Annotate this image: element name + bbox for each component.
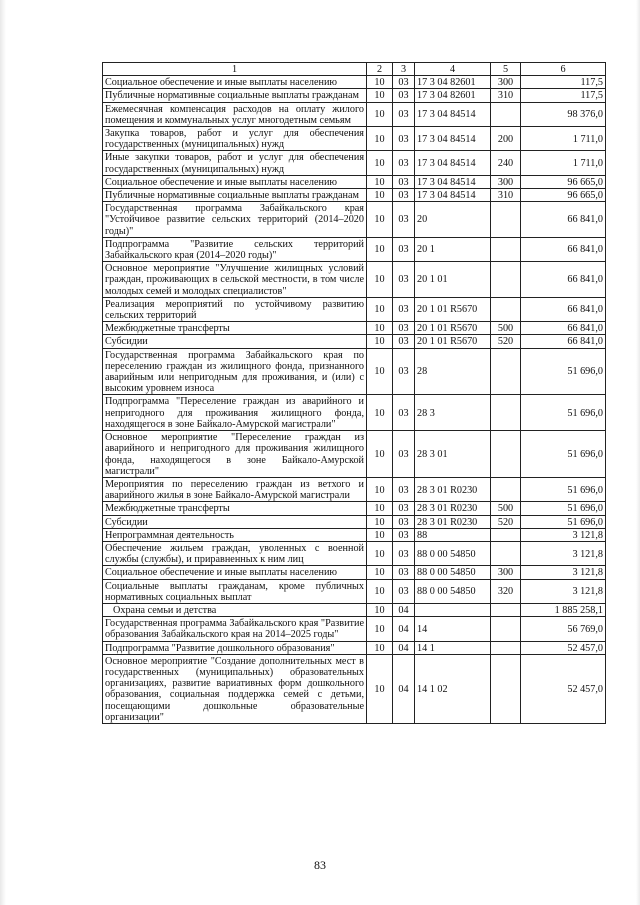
row-amount: 66 841,0: [521, 335, 606, 348]
table-row: [103, 151, 606, 175]
row-expense-type: 300: [491, 175, 521, 188]
row-expense-type: [491, 431, 521, 478]
row-section: 10: [367, 76, 393, 89]
column-header: 3: [393, 63, 415, 76]
row-subsection: 03: [393, 151, 415, 175]
row-expense-type: [491, 102, 521, 126]
row-subsection: 04: [393, 654, 415, 723]
row-section: 10: [367, 566, 393, 579]
row-name: Межбюджетные трансферты: [103, 502, 367, 515]
row-target-article: 28 3: [415, 395, 491, 431]
row-name: Подпрограмма "Развитие дошкольного образования": [103, 641, 367, 654]
table-row: [103, 202, 606, 238]
row-name: Межбюджетные трансферты: [103, 322, 367, 335]
row-expense-type: [491, 202, 521, 238]
row-expense-type: 500: [491, 502, 521, 515]
row-name: Подпрограмма "Переселение граждан из аварийного и непригодного для проживания жилищного фонда, находящегося в зоне Байкало-Амурской магистрали": [103, 395, 367, 431]
row-section: 10: [367, 477, 393, 501]
row-target-article: 28 3 01 R0230: [415, 502, 491, 515]
row-section: 10: [367, 654, 393, 723]
row-target-article: 88 0 00 54850: [415, 579, 491, 603]
table-row: [103, 528, 606, 541]
row-subsection: 03: [393, 431, 415, 478]
row-subsection: 04: [393, 641, 415, 654]
row-amount: 66 841,0: [521, 297, 606, 321]
row-subsection: 03: [393, 76, 415, 89]
row-subsection: 03: [393, 566, 415, 579]
row-name: Охрана семьи и детства: [103, 603, 367, 616]
row-amount: 52 457,0: [521, 654, 606, 723]
scan-shadow-left: [0, 0, 6, 905]
row-expense-type: [491, 477, 521, 501]
row-expense-type: [491, 641, 521, 654]
row-target-article: 20 1 01 R5670: [415, 322, 491, 335]
row-target-article: 14 1: [415, 641, 491, 654]
row-name: Социальные выплаты гражданам, кроме публичных нормативных социальных выплат: [103, 579, 367, 603]
row-expense-type: 310: [491, 189, 521, 202]
row-section: 10: [367, 175, 393, 188]
row-amount: 98 376,0: [521, 102, 606, 126]
row-section: 10: [367, 102, 393, 126]
table-header-row: [103, 63, 606, 76]
row-target-article: 17 3 04 82601: [415, 76, 491, 89]
row-subsection: 03: [393, 297, 415, 321]
table-row: [103, 541, 606, 565]
row-name: Реализация мероприятий по устойчивому развитию сельских территорий: [103, 297, 367, 321]
row-expense-type: [491, 348, 521, 395]
row-amount: 3 121,8: [521, 541, 606, 565]
row-subsection: 04: [393, 617, 415, 641]
row-expense-type: [491, 297, 521, 321]
row-section: 10: [367, 202, 393, 238]
row-section: 10: [367, 127, 393, 151]
table-row: [103, 175, 606, 188]
table-row: [103, 89, 606, 102]
table-row: [103, 603, 606, 616]
row-section: 10: [367, 322, 393, 335]
row-subsection: 03: [393, 175, 415, 188]
row-target-article: 17 3 04 84514: [415, 175, 491, 188]
row-subsection: 03: [393, 541, 415, 565]
row-name: Мероприятия по переселению граждан из ветхого и аварийного жилья в зоне Байкало-Амурской магистрали: [103, 477, 367, 501]
row-subsection: 03: [393, 502, 415, 515]
row-target-article: 28: [415, 348, 491, 395]
row-amount: 66 841,0: [521, 322, 606, 335]
row-target-article: 88 0 00 54850: [415, 541, 491, 565]
table-row: [103, 237, 606, 261]
row-expense-type: [491, 395, 521, 431]
row-expense-type: [491, 237, 521, 261]
column-header: 5: [491, 63, 521, 76]
table-row: [103, 641, 606, 654]
row-section: 10: [367, 641, 393, 654]
table-row: [103, 127, 606, 151]
row-section: 10: [367, 297, 393, 321]
row-section: 10: [367, 262, 393, 298]
row-name: Закупка товаров, работ и услуг для обеспечения государственных (муниципальных) нужд: [103, 127, 367, 151]
row-subsection: 03: [393, 202, 415, 238]
row-amount: 66 841,0: [521, 262, 606, 298]
row-name: Социальное обеспечение и иные выплаты населению: [103, 76, 367, 89]
row-expense-type: [491, 262, 521, 298]
row-name: Социальное обеспечение и иные выплаты населению: [103, 175, 367, 188]
row-amount: 56 769,0: [521, 617, 606, 641]
row-section: 10: [367, 502, 393, 515]
row-name: Ежемесячная компенсация расходов на оплату жилого помещения и коммунальных услуг многодетным семьям: [103, 102, 367, 126]
row-expense-type: [491, 617, 521, 641]
row-section: 10: [367, 603, 393, 616]
row-expense-type: 300: [491, 76, 521, 89]
row-section: 10: [367, 431, 393, 478]
row-amount: 66 841,0: [521, 237, 606, 261]
row-section: 10: [367, 189, 393, 202]
row-amount: 3 121,8: [521, 579, 606, 603]
table-row: [103, 348, 606, 395]
row-section: 10: [367, 237, 393, 261]
row-target-article: 88: [415, 528, 491, 541]
row-name: Государственная программа Забайкальского края по переселению граждан из жилищного фонда, признанного аварийным или непригодным для проживания, и (или) с высоким уровнем износа: [103, 348, 367, 395]
row-amount: 1 711,0: [521, 127, 606, 151]
row-amount: 66 841,0: [521, 202, 606, 238]
row-amount: 96 665,0: [521, 175, 606, 188]
row-target-article: 28 3 01 R0230: [415, 515, 491, 528]
row-amount: 51 696,0: [521, 395, 606, 431]
row-name: Социальное обеспечение и иные выплаты населению: [103, 566, 367, 579]
row-section: 10: [367, 579, 393, 603]
row-subsection: 03: [393, 127, 415, 151]
row-amount: 96 665,0: [521, 189, 606, 202]
row-subsection: 04: [393, 603, 415, 616]
row-name: Публичные нормативные социальные выплаты гражданам: [103, 189, 367, 202]
table-row: [103, 654, 606, 723]
table-row: [103, 515, 606, 528]
row-expense-type: 310: [491, 89, 521, 102]
row-amount: 51 696,0: [521, 515, 606, 528]
row-target-article: 14: [415, 617, 491, 641]
row-name: Основное мероприятие "Создание дополнительных мест в государственных (муниципальных) образовательных организациях, развитие вариативных форм дошкольного образования, социальная поддержка семей с детьми, посещающими дошкольные образовательные организации": [103, 654, 367, 723]
row-amount: 1 711,0: [521, 151, 606, 175]
row-subsection: 03: [393, 477, 415, 501]
row-expense-type: 520: [491, 515, 521, 528]
row-target-article: 17 3 04 82601: [415, 89, 491, 102]
table-row: [103, 502, 606, 515]
row-amount: 3 121,8: [521, 528, 606, 541]
table-row: [103, 477, 606, 501]
row-target-article: 20 1 01: [415, 262, 491, 298]
row-amount: 1 885 258,1: [521, 603, 606, 616]
row-expense-type: [491, 654, 521, 723]
row-target-article: 17 3 04 84514: [415, 127, 491, 151]
row-expense-type: 240: [491, 151, 521, 175]
row-name: Субсидии: [103, 515, 367, 528]
row-target-article: 28 3 01: [415, 431, 491, 478]
row-subsection: 03: [393, 189, 415, 202]
row-section: 10: [367, 515, 393, 528]
table-row: [103, 262, 606, 298]
row-amount: 117,5: [521, 89, 606, 102]
column-header: 1: [103, 63, 367, 76]
row-target-article: 20 1: [415, 237, 491, 261]
row-name: Государственная программа Забайкальского края "Устойчивое развитие сельских территорий (2014–2020 годы)": [103, 202, 367, 238]
row-subsection: 03: [393, 335, 415, 348]
page-number: 83: [314, 858, 326, 872]
row-subsection: 03: [393, 579, 415, 603]
table-row: [103, 322, 606, 335]
row-expense-type: 300: [491, 566, 521, 579]
row-amount: 51 696,0: [521, 502, 606, 515]
table-row: [103, 189, 606, 202]
table-row: [103, 297, 606, 321]
row-target-article: 20 1 01 R5670: [415, 297, 491, 321]
row-amount: 52 457,0: [521, 641, 606, 654]
row-section: 10: [367, 348, 393, 395]
row-subsection: 03: [393, 395, 415, 431]
row-expense-type: 200: [491, 127, 521, 151]
table-row: [103, 579, 606, 603]
row-section: 10: [367, 528, 393, 541]
row-target-article: 88 0 00 54850: [415, 566, 491, 579]
row-subsection: 03: [393, 528, 415, 541]
row-section: 10: [367, 541, 393, 565]
table-row: [103, 566, 606, 579]
table-row: [103, 76, 606, 89]
table-row: [103, 431, 606, 478]
row-expense-type: 520: [491, 335, 521, 348]
row-name: Обеспечение жильем граждан, уволенных с военной службы (службы), и приравненных к ним лиц: [103, 541, 367, 565]
row-target-article: 28 3 01 R0230: [415, 477, 491, 501]
table-body: [103, 76, 606, 724]
column-header: 6: [521, 63, 606, 76]
budget-table: [102, 62, 606, 724]
row-expense-type: 320: [491, 579, 521, 603]
row-amount: 3 121,8: [521, 566, 606, 579]
row-section: 10: [367, 151, 393, 175]
table-row: [103, 617, 606, 641]
row-amount: 51 696,0: [521, 431, 606, 478]
row-amount: 117,5: [521, 76, 606, 89]
row-expense-type: [491, 603, 521, 616]
row-name: Подпрограмма "Развитие сельских территорий Забайкальского края (2014–2020 годы)": [103, 237, 367, 261]
row-target-article: 17 3 04 84514: [415, 189, 491, 202]
row-target-article: 17 3 04 84514: [415, 151, 491, 175]
row-expense-type: [491, 541, 521, 565]
row-name: Иные закупки товаров, работ и услуг для обеспечения государственных (муниципальных) нужд: [103, 151, 367, 175]
row-section: 10: [367, 335, 393, 348]
row-section: 10: [367, 617, 393, 641]
row-subsection: 03: [393, 322, 415, 335]
table-row: [103, 335, 606, 348]
row-name: Субсидии: [103, 335, 367, 348]
table-row: [103, 102, 606, 126]
column-header: 4: [415, 63, 491, 76]
row-target-article: 20: [415, 202, 491, 238]
row-section: 10: [367, 395, 393, 431]
row-target-article: 14 1 02: [415, 654, 491, 723]
row-subsection: 03: [393, 102, 415, 126]
row-amount: 51 696,0: [521, 477, 606, 501]
row-name: Государственная программа Забайкальского края "Развитие образования Забайкальского края на 2014–2025 годы": [103, 617, 367, 641]
row-amount: 51 696,0: [521, 348, 606, 395]
row-subsection: 03: [393, 237, 415, 261]
row-name: Публичные нормативные социальные выплаты гражданам: [103, 89, 367, 102]
row-name: Основное мероприятие "Улучшение жилищных условий граждан, проживающих в сельской местности, в том числе молодых семей и молодых специалистов": [103, 262, 367, 298]
row-section: 10: [367, 89, 393, 102]
row-target-article: 20 1 01 R5670: [415, 335, 491, 348]
row-name: Основное мероприятие "Переселение граждан из аварийного и непригодного для проживания жилищного фонда, находящегося в зоне Байкало-Амурской магистрали": [103, 431, 367, 478]
row-target-article: [415, 603, 491, 616]
table-row: [103, 395, 606, 431]
row-expense-type: [491, 528, 521, 541]
row-expense-type: 500: [491, 322, 521, 335]
row-subsection: 03: [393, 515, 415, 528]
scan-shadow-right: [636, 0, 640, 905]
row-subsection: 03: [393, 348, 415, 395]
row-name: Непрограммная деятельность: [103, 528, 367, 541]
row-subsection: 03: [393, 262, 415, 298]
row-target-article: 17 3 04 84514: [415, 102, 491, 126]
column-header: 2: [367, 63, 393, 76]
row-subsection: 03: [393, 89, 415, 102]
